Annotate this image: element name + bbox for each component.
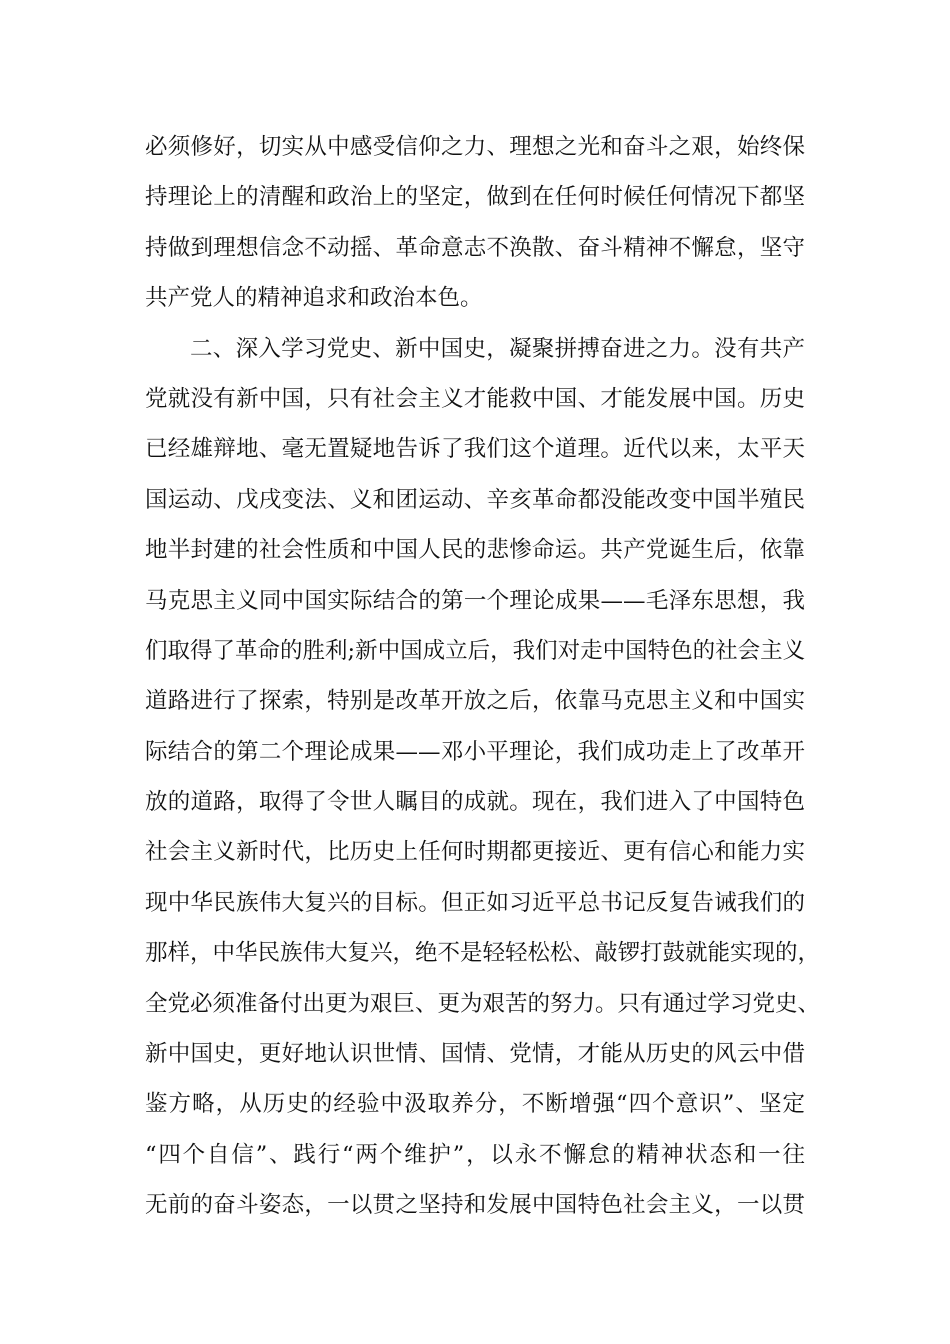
- text-line: 道路进行了探索，特别是改革开放之后，依靠马克思主义和中国实: [145, 688, 805, 715]
- text-line: “四个自信”、践行“两个维护”，以永不懈怠的精神状态和一往: [145, 1141, 805, 1168]
- text-line: 马克思主义同中国实际结合的第一个理论成果——毛泽东思想，我: [145, 587, 805, 614]
- text-line: 们取得了革命的胜利;新中国成立后，我们对走中国特色的社会主义: [145, 637, 806, 664]
- text-line: 共产党人的精神追求和政治本色。: [145, 285, 483, 312]
- text-line: 社会主义新时代，比历史上任何时期都更接近、更有信心和能力实: [145, 839, 805, 866]
- text-line: 新中国史，更好地认识世情、国情、党情，才能从历史的风云中借: [145, 1041, 805, 1068]
- document-body: [145, 122, 821, 1231]
- text-line: 鉴方略，从历史的经验中汲取养分，不断增强“四个意识”、坚定: [145, 1091, 805, 1118]
- text-line: 持做到理想信念不动摇、革命意志不涣散、奋斗精神不懈怠，坚守: [145, 234, 805, 261]
- text-line: 党就没有新中国，只有社会主义才能救中国、才能发展中国。历史: [145, 385, 805, 412]
- text-line: 国运动、戊戌变法、义和团运动、辛亥革命都没能改变中国半殖民: [145, 486, 805, 513]
- text-line: 必须修好，切实从中感受信仰之力、理想之光和奋斗之艰，始终保: [145, 134, 805, 160]
- text-line: 持理论上的清醒和政治上的坚定，做到在任何时候任何情况下都坚: [145, 184, 805, 211]
- text-line: 全党必须准备付出更为艰巨、更为艰苦的努力。只有通过学习党史、: [145, 990, 821, 1017]
- section-heading-line: 二、深入学习党史、新中国史，凝聚拼搏奋进之力。没有共产: [190, 335, 805, 362]
- text-line: 际结合的第二个理论成果——邓小平理论，我们成功走上了改革开: [145, 738, 805, 765]
- text-line: 无前的奋斗姿态，一以贯之坚持和发展中国特色社会主义，一以贯: [145, 1192, 805, 1219]
- text-line: 放的道路，取得了令世人瞩目的成就。现在，我们进入了中国特色: [145, 789, 805, 816]
- text-line: 地半封建的社会性质和中国人民的悲惨命运。共产党诞生后，依靠: [145, 537, 805, 564]
- text-line: 那样，中华民族伟大复兴，绝不是轻轻松松、敲锣打鼓就能实现的，: [145, 940, 821, 967]
- text-line: 现中华民族伟大复兴的目标。但正如习近平总书记反复告诫我们的: [145, 889, 805, 916]
- text-line: 已经雄辩地、毫无置疑地告诉了我们这个道理。近代以来，太平天: [145, 436, 805, 463]
